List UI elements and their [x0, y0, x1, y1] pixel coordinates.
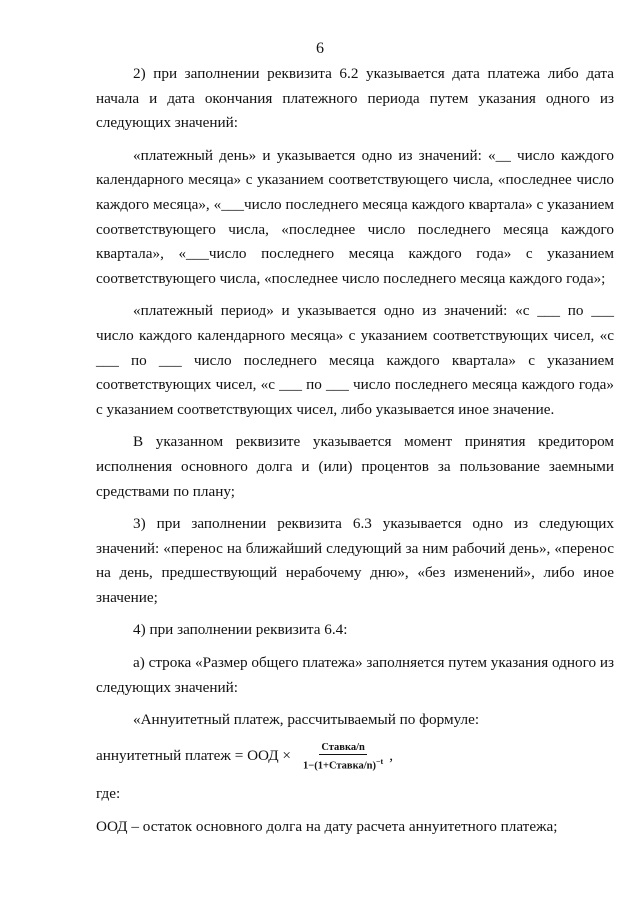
formula-denominator: 1−(1+Ставка/n)	[302, 760, 376, 772]
paragraph-payment-period: «платежный период» и указывается одно из значений: «с ___ по ___ число каждого календарного месяца» с указанием соответствующих чисел, «с ___ по ___ число последнего месяца каждого квартала» с указанием соответствующих чисел, «с ___ по ___ число последнего месяца каждого года» с указанием соответствующих чисел, либо указывается иное значение.	[96, 302, 614, 418]
paragraph-requisite-6-4: 4) при заполнении реквизита 6.4:	[133, 621, 348, 639]
paragraph-total-payment-row: а) строка «Размер общего платежа» заполняется путем указания одного из следующих значений:	[96, 654, 614, 696]
formula-denominator-wrap	[301, 755, 385, 773]
formula-fraction	[301, 741, 385, 773]
paragraph-annuity-intro: «Аннуитетный платеж, рассчитываемый по формуле:	[133, 711, 480, 729]
paragraph-requisite-note: В указанном реквизите указывается момент принятия кредитором исполнения основного долга и (или) процентов за пользование заемными средствами по плану;	[96, 433, 614, 500]
formula-numerator: Ставка/n	[321, 741, 365, 753]
document-body	[96, 62, 614, 848]
paragraph-requisite-6-3: 3) при заполнении реквизита 6.3 указывается одно из следующих значений: «перенос на ближайший следующий за ним рабочий день», «перенос на день, предшествующий нерабочему дню», «без изменений», либо иное значение;	[96, 515, 614, 606]
annuity-formula	[96, 741, 614, 773]
paragraph-where: где:	[96, 785, 121, 803]
paragraph-ood-definition: ООД – остаток основного долга на дату расчета аннуитетного платежа;	[96, 817, 558, 835]
formula-exponent: −t	[376, 756, 384, 766]
paragraph-payment-day: «платежный день» и указывается одно из значений: «__ число каждого календарного месяца» с указанием соответствующего числа, «последнее число каждого месяца», «___число последнего месяца каждого квартала» с указанием соответствующего числа, «последнее число последнего месяца каждого квартала», «___число последнего месяца каждого года» с указанием соответствующего числа, «последнее число последнего месяца каждого года»;	[96, 146, 614, 287]
paragraph-requisite-6-2: 2) при заполнении реквизита 6.2 указывается дата платежа либо дата начала и дата окончания платежного периода путем указания одного из следующих значений:	[96, 65, 614, 132]
page-number: 6	[316, 40, 324, 57]
formula-lhs: аннуитетный платеж = ООД ×	[96, 747, 291, 765]
formula-tail: ,	[389, 747, 394, 765]
